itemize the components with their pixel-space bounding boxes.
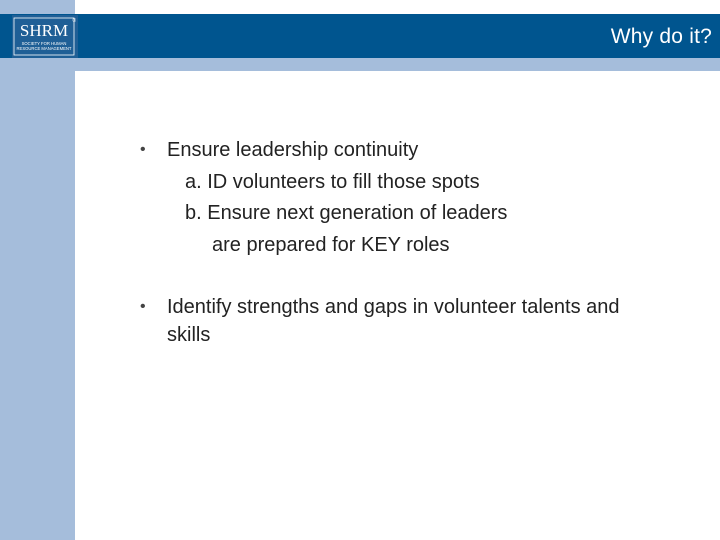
logo-wordmark: SHRM: [19, 21, 69, 40]
bullet-1-subitem-a: a. ID volunteers to fill those spots: [185, 171, 480, 193]
bullet-1-subitem-b-continuation: are prepared for KEY roles: [212, 234, 450, 256]
registered-mark: ®: [72, 18, 76, 24]
bullet-symbol: •: [140, 141, 146, 158]
bullet-1-text: Ensure leadership continuity: [167, 139, 419, 161]
bullet-symbol: •: [140, 298, 146, 315]
left-accent-bar: [0, 0, 75, 540]
bullet-2-text-line1: Identify strengths and gaps in volunteer talents and: [167, 296, 620, 318]
logo-tagline-line2: RESOURCE MANAGEMENT: [16, 46, 72, 51]
slide-title: Why do it?: [610, 25, 712, 48]
shrm-logo: [12, 15, 78, 58]
bullet-2-text-line2: skills: [167, 324, 211, 346]
bullet-1-subitem-b: b. Ensure next generation of leaders: [185, 202, 508, 224]
logo-tagline-line1: SOCIETY FOR HUMAN: [21, 41, 67, 46]
header-sub-bar: [0, 58, 720, 71]
